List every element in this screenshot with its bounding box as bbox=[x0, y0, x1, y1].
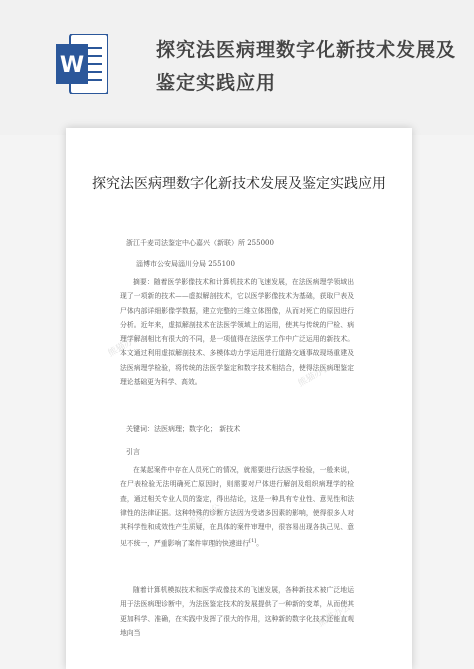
affiliation-1: 浙江千麦司法鉴定中心嘉兴（新联）所 255000 bbox=[126, 239, 274, 247]
watermark: 熊猫办公 bbox=[316, 602, 353, 630]
intro-paragraph-2: 随着计算机模拟技术和医学成像技术的飞速发展，各种新技术被广泛地运用于法医病理诊断中，为法医鉴定技术的发展提供了一种新的变革，从而使其更加科学、准确，在实践中发挥了很大的作用，这种新的数字化技术还能直观地向当 bbox=[120, 586, 354, 637]
keywords: 关键词：法医病理；数字化； 新技术 bbox=[126, 425, 241, 433]
intro-paragraph-1-text: 在某起案件中存在人员死亡的情况，就需要进行法医学检验，一般来说，在尸表检验无法明确死亡原因时，则需要对尸体进行解剖及组织病理学的检查，通过相关专业人员的鉴定，得出结论，这是一种具有专业性、意见性和法律性的法律证据。这种特殊的诊断方法因为受诸多因素的影响，使得很多人对其科学性和成效性产生质疑，在具体的案件审理中，很容易出现各执己见、意见不统一，严重影响了案件审理的快速进行 bbox=[120, 466, 354, 548]
document-page bbox=[66, 128, 412, 669]
intro-paragraph-1 bbox=[120, 463, 354, 573]
watermark: 熊猫办公 bbox=[106, 332, 143, 360]
word-icon-letter: W bbox=[59, 53, 85, 78]
watermark: 熊猫办公 bbox=[296, 362, 333, 390]
abstract-paragraph: 摘要：随着医学影像技术和计算机技术的飞速发展，在法医病理学领域出现了一项新的技术——虚拟解剖技术，它以医学影像技术为基础，获取尸表及尸体内部详细影像学数据，建立完整的三维立体图像，从而对死亡的原因进行分析。近年来，虚拟解剖技术在法医学领域上的运用，使其与传统的尸检、病理学解剖相比有很大的不同，是一项值得在法医学工作中广泛运用的新技术。本文通过利用虚拟解剖技术、多模体动力学运用进行道路交通事故现场重建及法医病理学检验，将传统的法医学鉴定和数字技术相结合，使得法医病理鉴定理论基础更为科学、高效。 bbox=[120, 278, 354, 387]
watermark: 熊猫办公 bbox=[186, 502, 223, 530]
document-title-header: 探究法医病理数字化新技术发展及鉴定实践应用 bbox=[156, 39, 457, 94]
intro-paragraph-1-end: 。 bbox=[256, 539, 264, 548]
intro-heading: 引言 bbox=[126, 448, 140, 456]
affiliation-2: 淄博市公安局淄川分局 255100 bbox=[136, 260, 235, 268]
citation-1: [1] bbox=[249, 538, 257, 545]
page-title: 探究法医病理数字化新技术发展及鉴定实践应用 bbox=[92, 176, 386, 192]
word-document-icon bbox=[56, 34, 108, 94]
